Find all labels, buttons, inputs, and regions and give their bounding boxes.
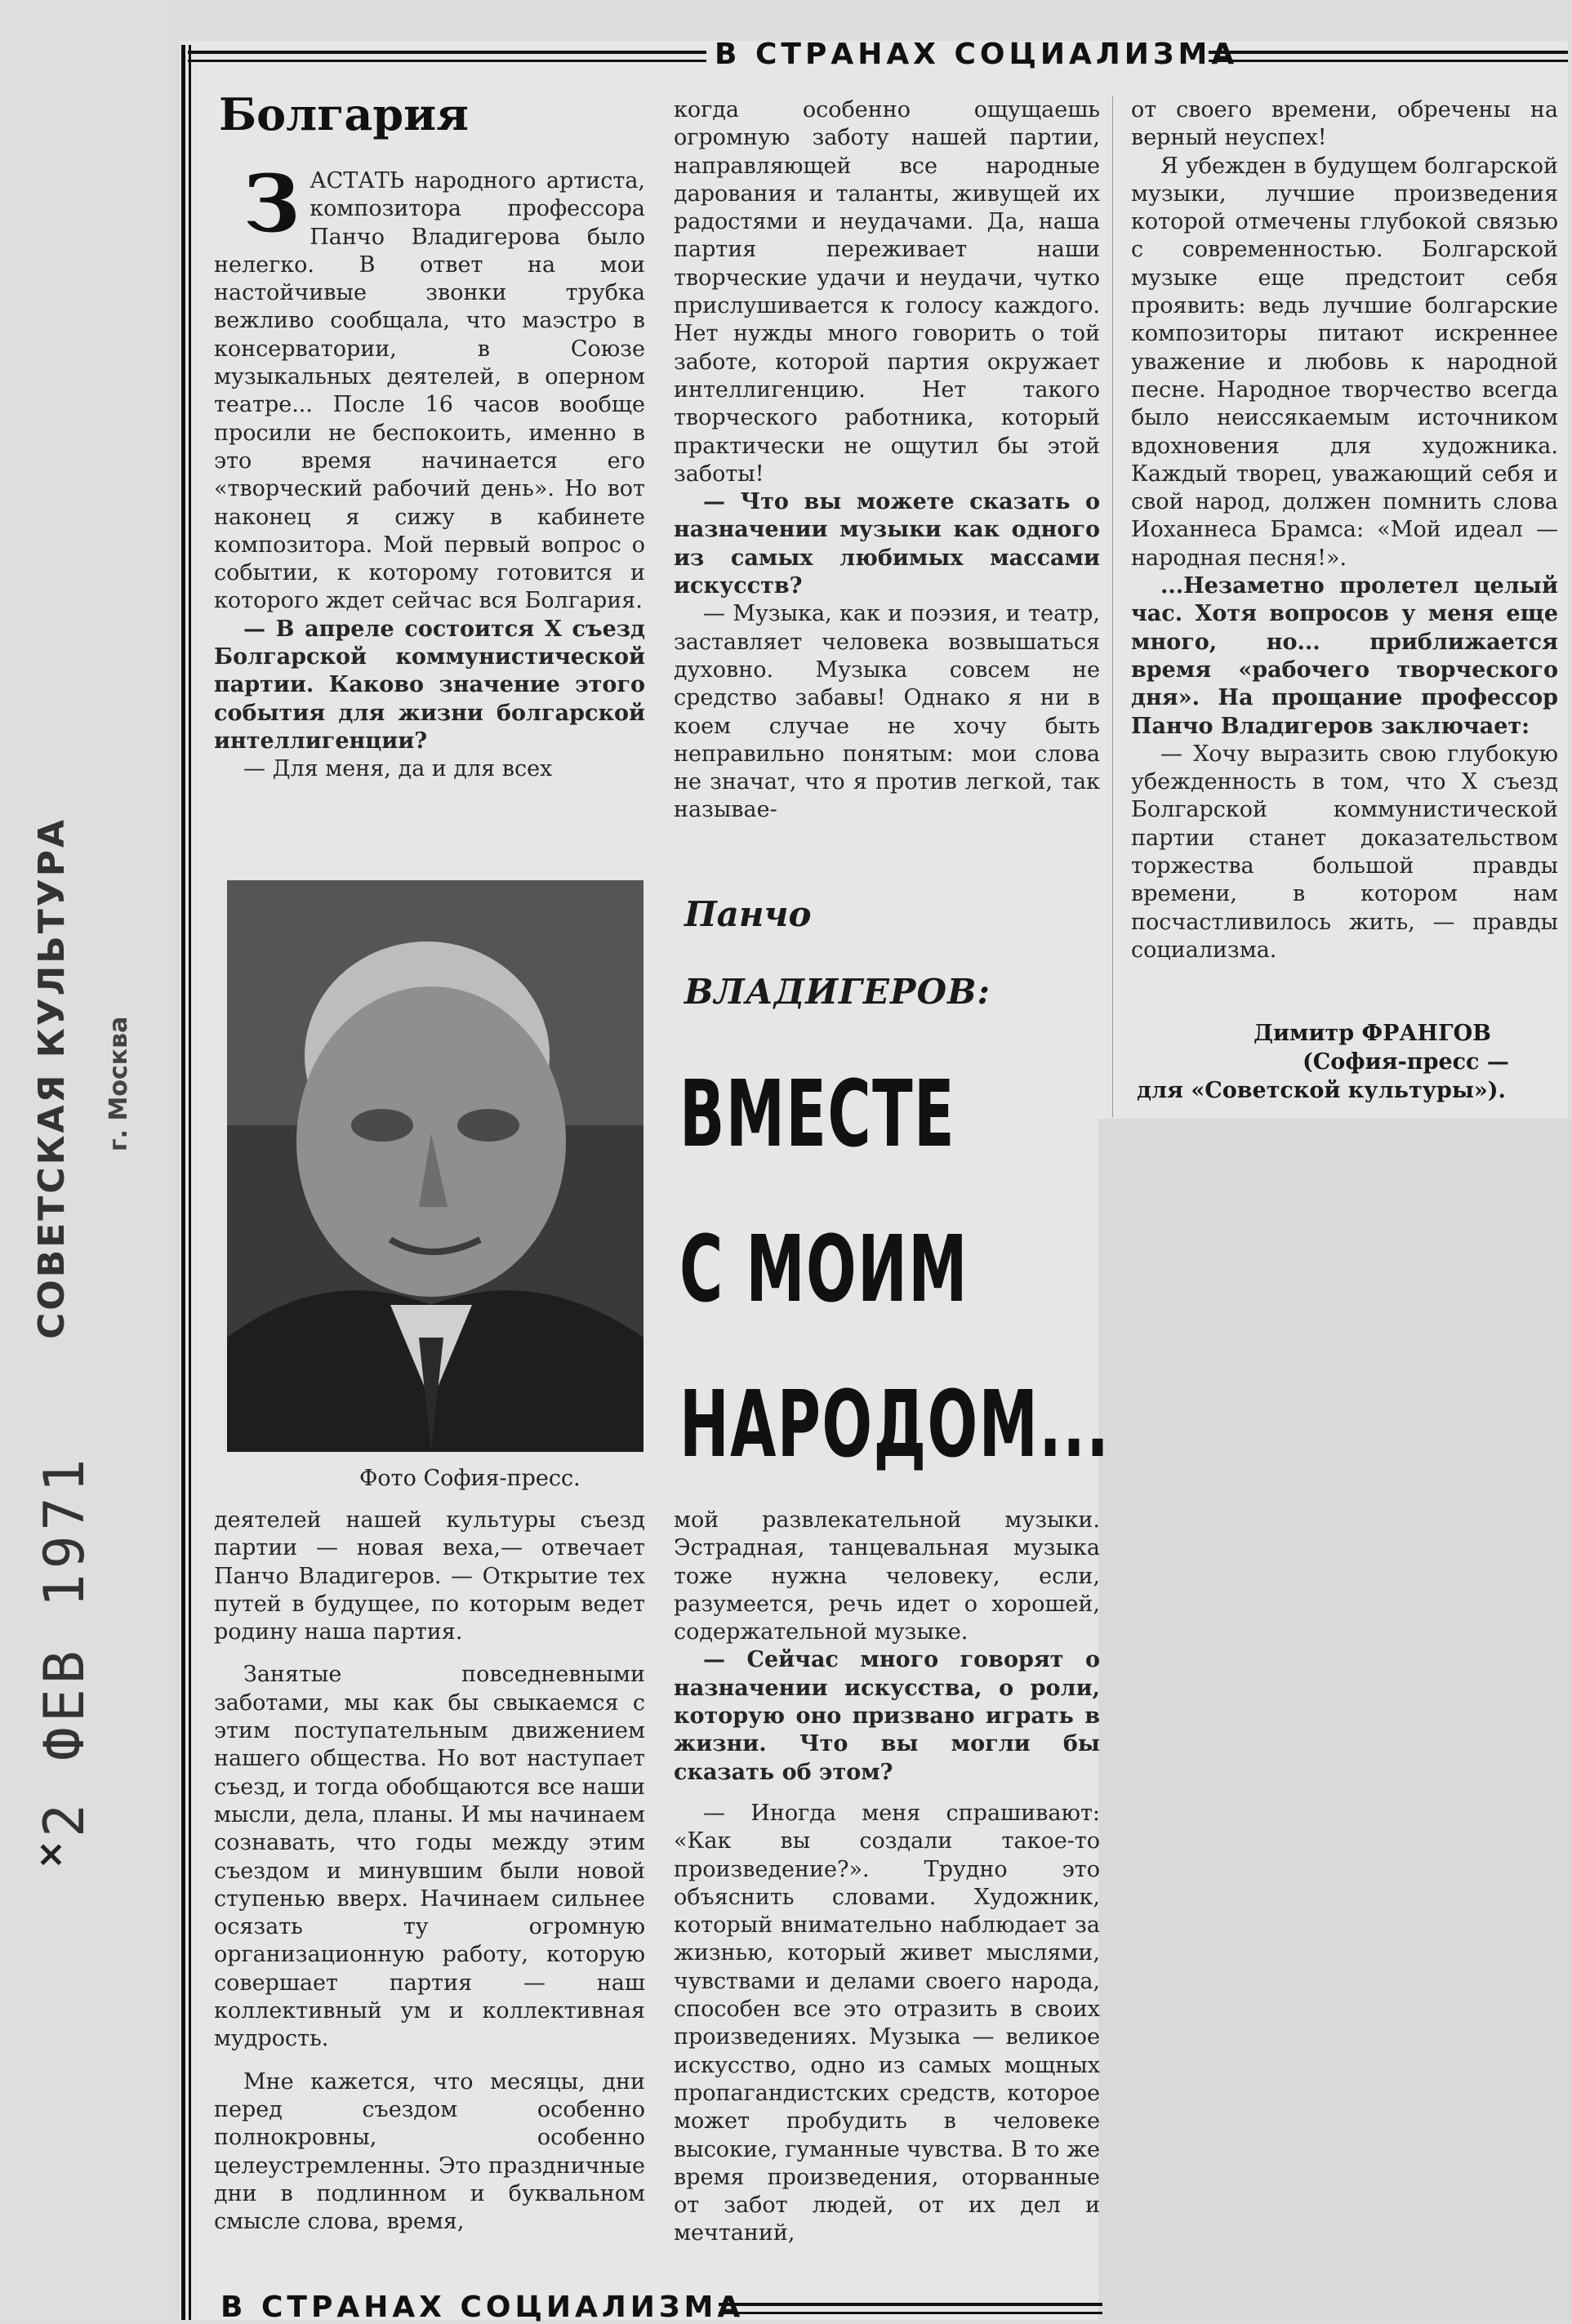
paragraph: АСТАТЬ народного артиста, композитора профессора Панчо Владигерова было нелегко. В ответ на мои настойчивые звонки трубка вежливо сообщала, что маэстро в консерватории, в Союзе музыкальных деятелей, в оперном театре... После 16 часов вообще просили не беспокоить, именно в это время начинается его «творческий рабочий день». Но вот наконец я сижу в кабинете композитора. Мой первый вопрос о событии, к которому готовится и которого ждет сейчас вся Болгария.	[214, 168, 645, 614]
drop-cap: З	[243, 158, 301, 250]
question-paragraph: — Сейчас много говорят о назначении искусства, о роли, которую оно призвано играть в жизни. Что вы могли бы сказать об этом?	[674, 1647, 1100, 1785]
paragraph: — Хочу выразить свою глубокую убежденность в том, что X съезд Болгарской коммунистической партии станет доказательством торжества большой правды времени, в котором нам посчастливилось жить, — правды социализма.	[1131, 741, 1558, 963]
paragraph: Я убежден в будущем болгарской музыки, лучшие произведения которой отмечены глубокой связью с современностью. Болгарской музыке еще предстоит себя проявить: ведь лучшие болгарские композиторы питают искреннее уважение и любовь к народной песне. Народное творчество всегда было неиссякаемым источником вдохновения для художника. Каждый творец, уважающий себя и свой народ, должен помнить слова Иоханнеса Брамса: «Мой идеал — народная песня!».	[1131, 153, 1558, 571]
rubric-rule-bottom	[719, 2303, 1102, 2314]
headline-line-3: НАРОДОМ...	[679, 1372, 1111, 1478]
paragraph: мой развлекательной музыки. Эстрадная, танцевальная музыка тоже нужна человеку, если, разумеется, речь идет о хорошей, содержательной музыке.	[674, 1507, 1100, 1645]
author-first-name: Панчо	[684, 894, 812, 934]
column-1-bottom	[214, 1507, 645, 2236]
headline-line-1: ВМЕСТЕ	[679, 1062, 956, 1168]
question-paragraph: ...Незаметно пролетел целый час. Хотя вопросов у меня еще много, но... приближается время «рабочего творческого дня». На прощание профессор Панчо Владигеров заключает:	[1131, 573, 1558, 739]
margin-strip	[0, 0, 171, 2320]
column-1-top	[214, 158, 645, 784]
paragraph: — Иногда меня спрашивают: «Как вы создали такое-то произведение?». Трудно это объяснить словами. Художник, который внимательно наблюдает за жизнью, который живет мыслями, чувствами и делами своего народа, способен все это отразить в своих произведениях. Музыка — великое искусство, одно из самых мощных пропагандистских средств, которое может пробудить в человеке высокие, гуманные чувства. В то же время произведения, оторванные от забот людей, от их дел и мечтаний,	[674, 1800, 1100, 2246]
column-rule	[1112, 96, 1113, 1117]
portrait-image	[227, 880, 643, 1452]
portrait-photo	[227, 880, 643, 1452]
frame-border-left	[181, 45, 191, 2320]
signature-for: для «Советской культуры»).	[1137, 1078, 1506, 1103]
rubric-rule-left	[188, 51, 706, 62]
photo-caption: Фото София-пресс.	[359, 1466, 581, 1491]
newspaper-title-stamp: СОВЕТСКАЯ КУЛЬТУРА	[31, 817, 73, 1339]
column-3	[1131, 96, 1558, 964]
date-stamp: 2 ФЕВ 1971	[33, 1454, 97, 1837]
headline-line-2: С МОИМ	[679, 1217, 969, 1323]
rubric-rule-right	[1209, 51, 1568, 62]
paragraph: — Музыка, как и поэзия, и театр, заставляет человека возвышаться духовно. Музыка совсем не средство забавы! Однако я ни в коем случае не хочу быть неправильно понятым: мои слова не значат, что я против легкой, так называе-	[674, 601, 1100, 823]
paragraph: деятелей нашей культуры съезд партии — новая веха,— отвечает Панчо Владигеров. — Открытие тех путей в будущее, по которым ведет родину наша партия.	[214, 1507, 645, 1645]
paragraph: Занятые повседневными заботами, мы как бы свыкаемся с этим поступательным движением нашего общества. Но вот наступает съезд, и тогда обобщаются все наши мысли, дела, планы. И мы начинаем сознавать, что годы между этим съездом и минувшим были новой ступенью вверх. Начинаем сильнее осязать ту огромную организационную работу, которую совершает партия — наш коллективный ум и коллективная мудрость.	[214, 1662, 645, 2052]
date-mark: ×	[36, 1833, 66, 1875]
column-2-bottom	[674, 1507, 1100, 2248]
question-paragraph: — В апреле состоится X съезд Болгарской коммунистической партии. Каково значение этого события для жизни болгарской интеллигенции?	[214, 616, 645, 754]
paragraph: — Для меня, да и для всех	[243, 756, 553, 782]
city-stamp: г. Москва	[105, 1016, 133, 1151]
paragraph: от своего времени, обречены на верный неуспех!	[1131, 97, 1558, 151]
paragraph: когда особенно ощущаешь огромную заботу нашей партии, направляющей все народные дарования и таланты, живущей их радостями и неудачами. Да, наша партия переживает наши творческие удачи и неудачи, чутко прислушивается к голосу каждого. Нет нужды много говорить о той заботе, которой партия окружает интеллигенцию. Нет такого творческого работника, который практически не ощутил бы этой заботы!	[674, 97, 1100, 487]
author-surname: ВЛАДИГЕРОВ:	[684, 972, 991, 1012]
rubric-top: В СТРАНАХ СОЦИАЛИЗМА	[715, 38, 1239, 71]
paragraph: Мне кажется, что месяцы, дни перед съездом особенно полнокровны, особенно целеустремленны. Это праздничные дни в подлинном и буквальном смысле слова, время,	[214, 2068, 645, 2235]
question-paragraph: — Что вы можете сказать о назначении музыки как одного из самых любимых массами искусств?	[674, 489, 1100, 599]
clipping-empty-area	[1098, 1119, 1572, 2320]
country-heading: Болгария	[219, 88, 470, 140]
rubric-bottom: В СТРАНАХ СОЦИАЛИЗМА	[220, 2291, 745, 2324]
column-2-top	[674, 96, 1100, 825]
signature-name: Димитр ФРАНГОВ	[1254, 1021, 1491, 1046]
signature-agency: (София-пресс —	[1303, 1049, 1509, 1075]
